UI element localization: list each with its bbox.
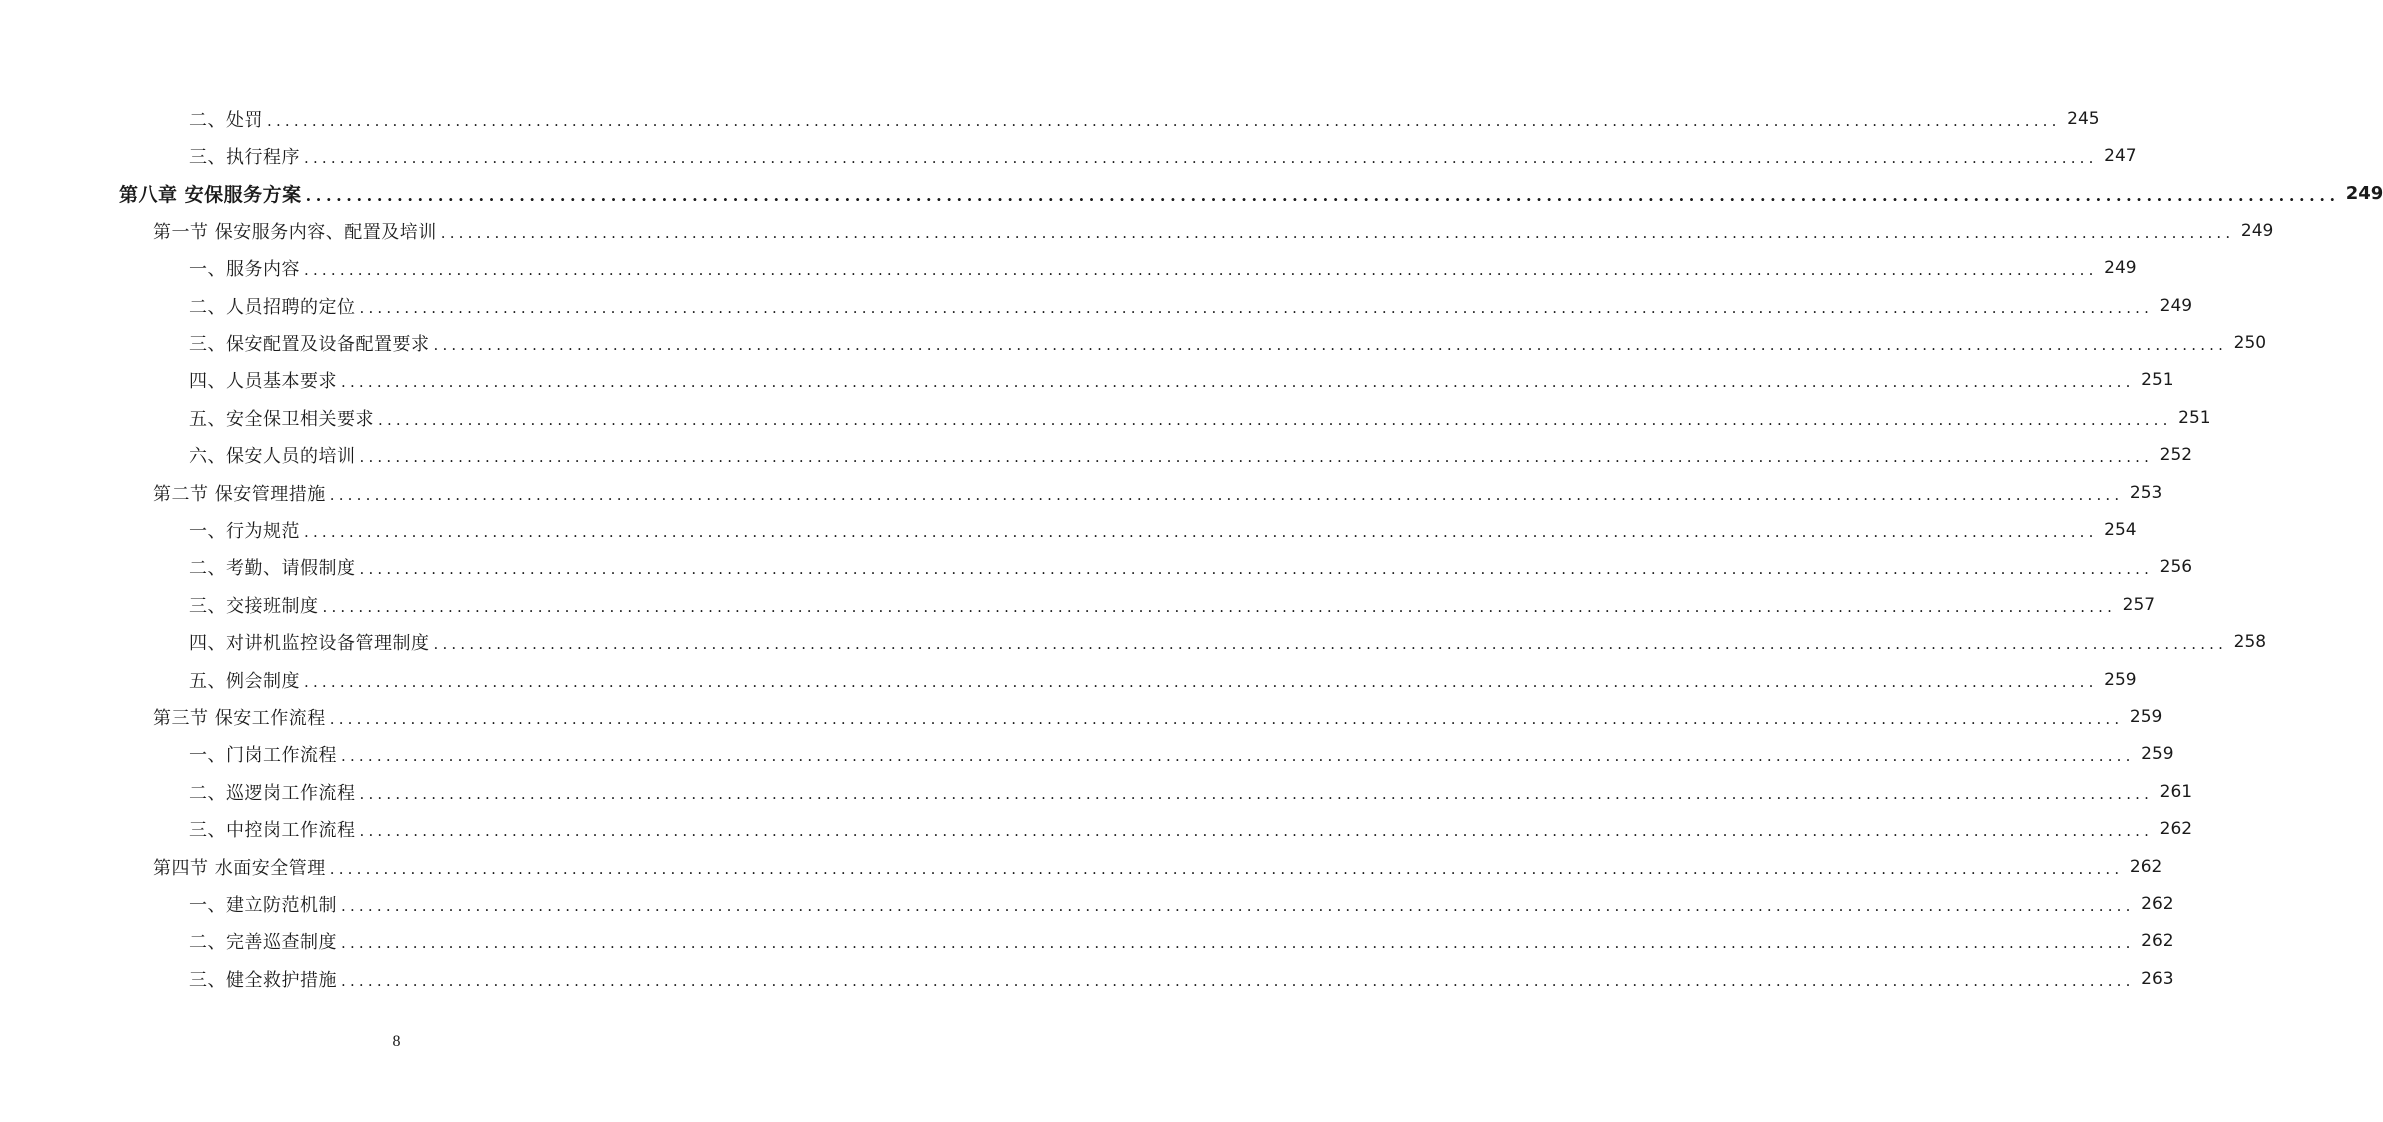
toc-entry-title: 三、交接班制度 (189, 595, 319, 617)
toc-dot-leader: ........................................................................................................................................................................................................ (359, 784, 2154, 803)
toc-entry-title: 二、完善巡查制度 (189, 932, 337, 954)
toc-entry-page: 251 (2141, 370, 2174, 391)
toc-entry-title: 四、人员基本要求 (189, 371, 337, 393)
toc-dot-leader: ........................................................................................................................................................................................................ (359, 822, 2154, 841)
toc-subsection-entry[interactable] (0, 810, 2193, 847)
toc-chapter-entry[interactable] (0, 175, 2383, 212)
toc-dot-leader: ........................................................................................................................................................................................................ (359, 298, 2154, 317)
toc-subsection-entry[interactable] (0, 736, 2174, 773)
toc-subsection-entry[interactable] (0, 399, 2211, 436)
toc-subsection-entry[interactable] (0, 324, 2267, 361)
toc-entry-page: 254 (2104, 519, 2137, 540)
toc-entry-page: 250 (2233, 333, 2267, 354)
toc-entry-title: 二、巡逻岗工作流程 (189, 782, 356, 804)
toc-dot-leader: ........................................................................................................................................................................................................ (359, 560, 2154, 579)
toc-entry-title: 三、中控岗工作流程 (189, 820, 356, 842)
toc-entry-title: 四、对讲机监控设备管理制度 (189, 633, 430, 655)
toc-dot-leader: ........................................................................................................................................................................................................ (433, 336, 2228, 355)
toc-section-entry[interactable] (0, 848, 2163, 885)
toc-entry-title: 第八章 安保服务方案 (119, 183, 302, 206)
toc-dot-leader: ........................................................................................................................................................................................................ (440, 223, 2235, 242)
toc-entry-page: 249 (2159, 295, 2193, 316)
toc-subsection-entry[interactable] (0, 362, 2174, 399)
toc-entry-title: 第二节 保安管理措施 (153, 483, 326, 505)
toc-entry-page: 249 (2240, 220, 2274, 241)
toc-entry-page: 259 (2104, 669, 2137, 690)
toc-subsection-entry[interactable] (0, 885, 2174, 922)
toc-dot-leader: ........................................................................................................................................................................................................ (322, 597, 2117, 616)
toc-dot-leader: ........................................................................................................................................................................................................ (305, 185, 2340, 205)
toc-dot-leader: ........................................................................................................................................................................................................ (304, 672, 2098, 691)
toc-subsection-entry[interactable] (0, 250, 2137, 287)
toc-subsection-entry[interactable] (0, 437, 2193, 474)
toc-entry-page: 247 (2104, 146, 2137, 167)
toc-entry-title: 第四节 水面安全管理 (153, 857, 326, 879)
toc-entry-title: 一、服务内容 (189, 259, 300, 281)
toc-entry-title: 三、健全救护措施 (189, 969, 337, 991)
toc-entry-page: 262 (2141, 893, 2174, 914)
toc-subsection-entry[interactable] (0, 586, 2156, 623)
toc-dot-leader: ........................................................................................................................................................................................................ (304, 149, 2098, 168)
toc-entry-page: 256 (2159, 557, 2193, 578)
toc-entry-title: 五、例会制度 (189, 670, 300, 692)
toc-entry-page: 245 (2067, 108, 2100, 129)
toc-section-entry[interactable] (0, 212, 2274, 249)
toc-entry-title: 第三节 保安工作流程 (153, 707, 326, 729)
toc-dot-leader: ........................................................................................................................................................................................................ (329, 859, 2124, 878)
toc-entry-page: 263 (2141, 968, 2174, 989)
toc-dot-leader: ........................................................................................................................................................................................................ (341, 747, 2135, 766)
toc-entry-title: 一、行为规范 (189, 520, 300, 542)
toc-subsection-entry[interactable] (0, 100, 2100, 137)
page-number: 8 (392, 1033, 401, 1050)
toc-dot-leader: ........................................................................................................................................................................................................ (304, 261, 2098, 280)
toc-entry-title: 三、保安配置及设备配置要求 (189, 334, 430, 356)
toc-entry-title: 第一节 保安服务内容、配置及培训 (153, 221, 437, 243)
toc-entry-page: 249 (2345, 182, 2383, 204)
toc-dot-leader: ........................................................................................................................................................................................................ (378, 410, 2172, 429)
toc-entry-page: 259 (2141, 744, 2174, 765)
toc-subsection-entry[interactable] (0, 661, 2137, 698)
toc-entry-title: 三、执行程序 (189, 147, 300, 169)
toc-entry-page: 252 (2159, 445, 2193, 466)
toc-entry-page: 258 (2233, 632, 2267, 653)
toc-dot-leader: ........................................................................................................................................................................................................ (433, 635, 2228, 654)
toc-entry-title: 一、门岗工作流程 (189, 745, 337, 767)
toc-entry-title: 二、处罚 (189, 109, 263, 131)
toc-dot-leader: ........................................................................................................................................................................................................ (341, 971, 2135, 990)
toc-entry-title: 六、保安人员的培训 (189, 446, 356, 468)
toc-entry-page: 249 (2104, 258, 2137, 279)
toc-dot-leader: ........................................................................................................................................................................................................ (359, 448, 2154, 467)
toc-entry-title: 一、建立防范机制 (189, 894, 337, 916)
toc-subsection-entry[interactable] (0, 287, 2193, 324)
toc-subsection-entry[interactable] (0, 137, 2137, 174)
toc-section-entry[interactable] (0, 698, 2163, 735)
toc-dot-leader: ........................................................................................................................................................................................................ (329, 709, 2124, 728)
toc-entry-title: 二、人员招聘的定位 (189, 296, 356, 318)
toc-entry-page: 261 (2159, 781, 2193, 802)
toc-dot-leader: ........................................................................................................................................................................................................ (341, 934, 2135, 953)
toc-entry-page: 257 (2122, 594, 2156, 615)
toc-entry-page: 262 (2141, 931, 2174, 952)
toc-subsection-entry[interactable] (0, 511, 2137, 548)
toc-subsection-entry[interactable] (0, 623, 2267, 660)
toc-entry-title: 五、安全保卫相关要求 (189, 408, 374, 430)
toc-entry-title: 二、考勤、请假制度 (189, 558, 356, 580)
toc-section-entry[interactable] (0, 474, 2163, 511)
toc-dot-leader: ........................................................................................................................................................................................................ (341, 373, 2135, 392)
toc-dot-leader: ........................................................................................................................................................................................................ (341, 896, 2135, 915)
toc-entry-page: 251 (2178, 407, 2211, 428)
table-of-contents (0, 100, 2383, 997)
toc-entry-page: 253 (2129, 482, 2163, 503)
toc-dot-leader: ........................................................................................................................................................................................................ (267, 111, 2061, 130)
toc-dot-leader: ........................................................................................................................................................................................................ (329, 485, 2124, 504)
toc-entry-page: 262 (2159, 819, 2193, 840)
toc-entry-page: 262 (2129, 856, 2163, 877)
toc-subsection-entry[interactable] (0, 773, 2193, 810)
toc-entry-page: 259 (2129, 706, 2163, 727)
toc-subsection-entry[interactable] (0, 549, 2193, 586)
toc-subsection-entry[interactable] (0, 960, 2174, 997)
toc-subsection-entry[interactable] (0, 923, 2174, 960)
toc-dot-leader: ........................................................................................................................................................................................................ (304, 522, 2098, 541)
